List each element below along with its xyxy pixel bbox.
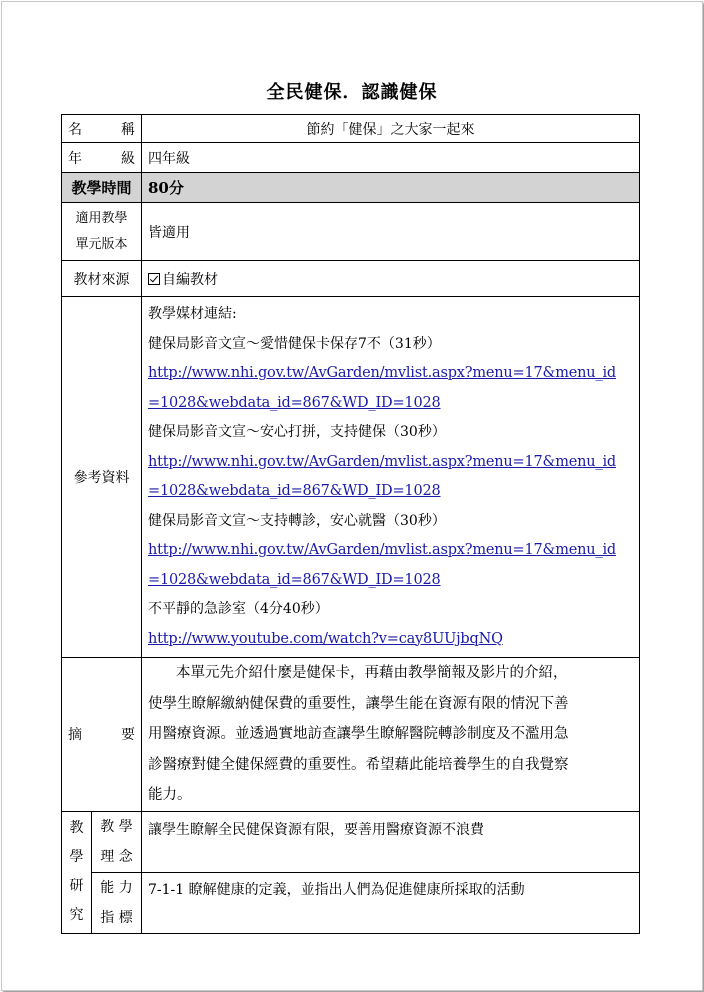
name-label-2: 稱 — [121, 121, 135, 138]
references-intro: 教學媒材連結: — [148, 306, 237, 322]
version-label-line2: 單元版本 — [75, 236, 128, 252]
row-summary — [62, 658, 640, 812]
name-label-1: 名 — [68, 121, 82, 138]
reference-link[interactable]: http://www.nhi.gov.tw/AvGarden/mvlist.aspx?menu=17&menu_id — [148, 365, 617, 381]
row-philosophy — [62, 811, 640, 872]
row-references — [62, 297, 640, 658]
reference-link[interactable]: http://www.youtube.com/watch?v=cay8UUjbqNQ — [148, 630, 503, 647]
reference-title: 不平靜的急診室（4分40秒） — [148, 601, 329, 617]
philosophy-label-line1: 教 學 — [100, 818, 133, 835]
philosophy-value: 讓學生瞭解全民健保資源有限，要善用醫療資源不浪費 — [142, 811, 640, 872]
reference-link[interactable]: http://www.nhi.gov.tw/AvGarden/mvlist.aspx?menu=17&menu_id — [148, 453, 617, 470]
name-value: 節約「健保」之大家一起來 — [142, 115, 640, 143]
time-label: 教學時間 — [62, 173, 142, 203]
summary-label-2: 要 — [121, 727, 135, 744]
reference-link-continued[interactable]: =1028&webdata_id=867&WD_ID=1028 — [148, 571, 441, 588]
source-value: 自編教材 — [162, 271, 218, 288]
reference-title: 健保局影音文宣～支持轉診，安心就醫（30秒） — [148, 512, 446, 529]
row-version — [62, 203, 640, 261]
document-title: 全民健保．認識健保 — [266, 82, 438, 103]
grade-label-1: 年 — [68, 150, 82, 167]
reference-title: 健保局影音文宣～愛惜健保卡保存7不（31秒） — [148, 335, 441, 352]
checked-box-icon — [148, 273, 160, 285]
time-value: 80分 — [142, 173, 640, 203]
version-label-line1: 適用教學 — [75, 210, 128, 226]
indicator-value: 7-1-1 瞭解健康的定義，並指出人們為促進健康所採取的活動 — [142, 872, 640, 933]
source-label: 教材來源 — [62, 261, 142, 297]
row-name — [62, 115, 640, 143]
row-source — [62, 261, 640, 297]
references-label: 參考資料 — [62, 297, 142, 658]
lesson-plan-table — [61, 114, 640, 934]
indicator-label-line2: 指 標 — [100, 909, 133, 926]
grade-label-2: 級 — [121, 150, 135, 167]
reference-title: 健保局影音文宣～安心打拼，支持健保（30秒） — [148, 424, 446, 440]
version-value: 皆適用 — [142, 203, 640, 261]
summary-label-1: 摘 — [68, 727, 82, 744]
row-indicator — [62, 872, 640, 933]
reference-link[interactable]: http://www.nhi.gov.tw/AvGarden/mvlist.aspx?menu=17&menu_id — [148, 542, 617, 558]
reference-link-continued[interactable]: =1028&webdata_id=867&WD_ID=1028 — [148, 394, 441, 411]
indicator-label-line1: 能 力 — [100, 879, 133, 896]
research-group-label: 教 學 研 究 — [62, 811, 92, 933]
row-grade — [62, 143, 640, 173]
summary-text: 本單元先介紹什麼是健保卡，再藉由教學簡報及影片的介紹， 使學生瞭解繳納健保費的重要性，讓學生能在資源有限的情況下善 用醫療資源。並透過實地訪查讓學生瞭解醫院轉診制度及不濫用急 診醫療對健全健保經費的重要性。希望藉此能培養學生的自我覺察 能力。 — [142, 658, 640, 812]
reference-link-continued[interactable]: =1028&webdata_id=867&WD_ID=1028 — [148, 483, 441, 499]
row-time — [62, 173, 640, 203]
grade-value: 四年級 — [142, 143, 640, 173]
philosophy-label-line2: 理 念 — [100, 848, 133, 865]
